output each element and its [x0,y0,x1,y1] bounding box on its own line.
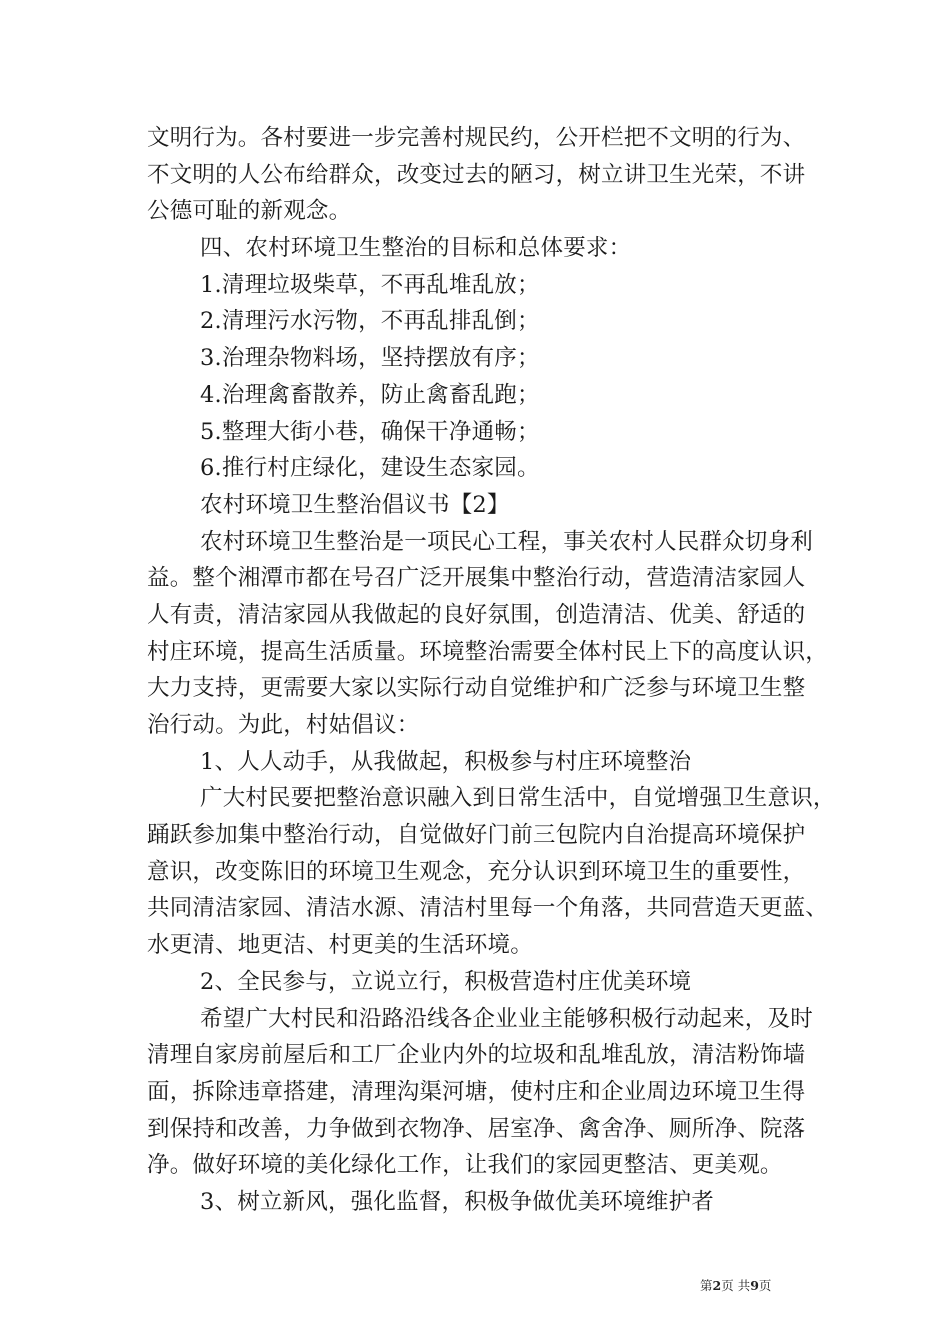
text-line: 5.整理大街小巷，确保干净通畅； [200,418,540,445]
text-line: 面，拆除违章搭建，清理沟渠河塘，使村庄和企业周边环境卫生得 [147,1078,806,1105]
text-line: 净。做好环境的美化绿化工作，让我们的家园更整洁、更美观。 [147,1152,783,1179]
text-line: 希望广大村民和沿路沿线各企业业主能够积极行动起来，及时 [200,1005,813,1032]
text-line: 农村环境卫生整治倡议书【2】 [200,491,510,518]
footer-suffix: 页 [758,1278,772,1293]
text-line: 6.推行村庄绿化，建设生态家园。 [200,455,540,482]
text-line: 大力支持，更需要大家以实际行动自觉维护和广泛参与环境卫生整 [147,675,806,702]
text-line: 广大村民要把整治意识融入到日常生活中，自觉增强卫生意识， [200,785,836,812]
text-line: 公德可耻的新观念。 [147,198,352,225]
text-line: 2.清理污水污物，不再乱排乱倒； [200,308,540,335]
text-line: 文明行为。各村要进一步完善村规民约，公开栏把不文明的行为、 [147,125,806,151]
text-line: 共同清洁家园、清洁水源、清洁村里每一个角落，共同营造天更蓝、 [147,895,829,922]
footer-current-page: 2 [712,1278,722,1293]
text-line: 人有责，清洁家园从我做起的良好氛围，创造清洁、优美、舒适的 [147,601,806,628]
text-line: 3.治理杂物料场，坚持摆放有序； [200,345,540,372]
text-line: 1.清理垃圾柴草，不再乱堆乱放； [200,271,540,298]
text-line: 水更清、地更洁、村更美的生活环境。 [147,932,533,959]
text-line: 益。整个湘潭市都在号召广泛开展集中整治行动，营造清洁家园人 [147,565,806,592]
text-line: 村庄环境，提高生活质量。环境整治需要全体村民上下的高度认识， [147,638,829,665]
text-line: 四、农村环境卫生整治的目标和总体要求： [200,235,632,262]
footer-middle: 页 共 [721,1278,751,1293]
text-line: 治行动。为此，村姑倡议： [147,712,420,738]
page-footer [700,1276,900,1294]
text-line: 3、树立新风，强化监督，积极争做优美环境维护者 [200,1188,714,1215]
text-line: 不文明的人公布给群众，改变过去的陋习，树立讲卫生光荣，不讲 [147,161,806,188]
text-line: 踊跃参加集中整治行动，自觉做好门前三包院内自治提高环境保护 [147,822,806,849]
footer-total-pages: 9 [750,1278,759,1293]
footer-prefix: 第 [700,1278,713,1293]
text-line: 2、全民参与，立说立行，积极营造村庄优美环境 [200,968,692,995]
document-body [147,120,836,1221]
text-line: 4.治理禽畜散养，防止禽畜乱跑； [200,381,540,408]
text-line: 1、人人动手，从我做起，积极参与村庄环境整治 [200,748,692,775]
text-line: 清理自家房前屋后和工厂企业内外的垃圾和乱堆乱放，清洁粉饰墙 [147,1042,806,1069]
text-line: 意识，改变陈旧的环境卫生观念，充分认识到环境卫生的重要性， [147,858,806,885]
text-line: 到保持和改善，力争做到衣物净、居室净、禽舍净、厕所净、院落 [147,1115,806,1142]
text-line: 农村环境卫生整治是一项民心工程，事关农村人民群众切身利 [200,528,813,555]
